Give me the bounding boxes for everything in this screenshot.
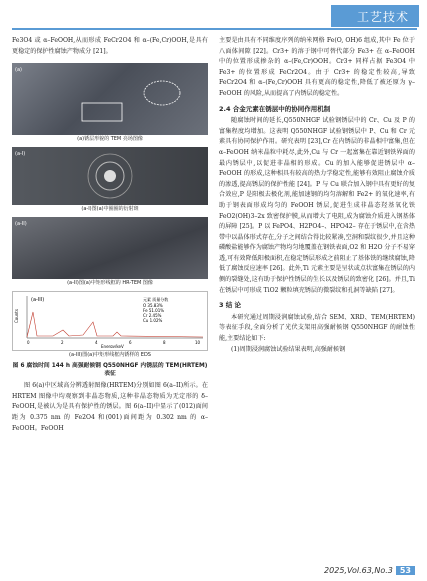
section-heading-2-4: 2.4 合金元素在锈层中的协同作用机制 [219,104,331,113]
fig-a2-caption: (a-II)图(a)中矩形线框的 HR-TEM 图像 [67,280,153,287]
fig-a-caption: (a)锈层形貌的 TEM 亮场图像 [77,136,143,143]
eds-x-tick: 10 [195,340,201,346]
figure-6 [12,63,208,378]
figure-title: 图 6 腐蚀时间 144 h 高强耐候钢 Q550NHGF 内锈层的 TEM(HRTEM)表征 [12,363,208,378]
header-bar [0,0,427,30]
eds-x-label: Energy/keV [101,344,124,349]
diffraction-rings [12,147,208,205]
page-number: 53 [396,566,415,575]
left-top-paragraph: Fe3O4 或 α–FeOOH,从而形成 FeCr2O4 和 α–(Fe,Cr)OOH,是具有更稳定的保护性腐蚀产物成分 [21]。 [12,37,208,55]
eds-row: Cr 2.45% [143,313,162,319]
left-bottom-paragraph: 图 6(a)中区域高分辨透射图像(HRTEM)分别如图 6(a–II)所示。在 HRTEM 图像中均观察到非晶态物质,这种非晶态物质为无定形的 δ–FeOOH,是被认为是具有保护性的锈层。图 6(a–II)中显示了(012)面间距为 0.375 nm 的 Fe2O4 和(001)面间距为 0.302 nm 的 α–FeOOH。FeOOH [12,382,208,432]
right-paragraph-4: (1)周期浸润腐蚀试验结果表明,高强耐候钢 [231,345,346,353]
journal-info: 2025,Vol.63,No.3 [324,566,393,575]
section-header-title: 工艺技术 [331,5,419,27]
tem-overlay [12,63,208,135]
eds-spectrum [12,291,208,351]
eds-x-tick: 4 [95,340,98,346]
eds-spectrum-line [27,312,203,337]
left-column [12,36,208,434]
section-heading-3: 3 结 论 [219,301,242,310]
right-paragraph-1: 主要是由具有不同维度序列的纳米网格 Fe(O, OH)6 组成,其中 Fe 位于八面体间隙 [22]。Cr3+ 的溶于钢中可替代部分 Fe3+ 在 α–FeOOH 中的位置形成掺杂的 α–(Fe,Cr)OOH。Cr3+ 同样占据 Fe3O4 中 Fe3+ 的位置形成 FeCr2O4。由于 Cr3+ 的稳定性较高,导致 FeCr2O4 和 α–(Fe,Cr)OOH 具有更高的稳定性,降低了被还原为 γ–FeOOH 的风险,从而提高了内锈层的稳定性。 [219,37,415,97]
fig-a1-caption: (a-I)图(a)中圈圈的衍射斑 [81,206,139,213]
image-label: (a-II) [15,221,27,228]
page-footer [324,566,415,575]
tem-bright-field-image [12,63,208,135]
fig-a3-caption: (a-III)图(a)中矩形线框内锈样的 EDS [69,352,151,359]
eds-y-label: Counts [14,309,19,324]
eds-chart [13,292,207,348]
eds-row: O 35.83% [143,303,163,309]
eds-x-tick: 0 [27,340,30,346]
image-label: (a-I) [15,151,26,158]
right-column [219,36,415,355]
eds-row: Cu 1.02% [143,318,163,324]
eds-table-header: 元素 质量分数 [143,297,169,303]
eds-row: Fe 51.01% [143,308,165,314]
eds-x-tick: 2 [61,340,64,346]
eds-x-tick: 8 [163,340,166,346]
right-paragraph-3: 本研究通过周期浸润腐蚀试验,结合 SEM、XRD、TEM(HRTEM)等表征手段,全面分析了光伏支架用高强耐候钢 Q550NHGF 的耐蚀性能,主要结论如下: [219,313,415,343]
diffraction-pattern-image [12,147,208,205]
image-label: (a) [15,67,22,74]
right-paragraph-2: 随腐蚀时间的延长,Q550NHGF 试验钢锈层中的 Cr、Cu 及 P 的富集程度均增加。这表明 Q550NHGF 试验钢锈层中 P、Cu 和 Cr 元素具有协同保护作用。研究表明 [23],Cr 在内锈层的非晶相中富集,但在 α–FeOOH 纳米晶粒中耗尽,此外,Cu 与 Cr 一起富集在靠近钢铁界面的最内锈层中,以促进非晶相的形成。Cu 的加入能够促进锈层中 α–FeOOH 的形成,这种相具有较高的热力学稳定性,能够有效阻止腐蚀介质的渗透,提高锈层的保护性能 [24]。P 与 Cu 联合加入钢中具有更好的复合效应,P 是阳极去极化剂,能加速钢的均匀溶解和 Fe2+ 的氧化速率,有助于钢表面形成均匀的 FeOOH 锈层,促进生成非晶态羟基氧化铁 FeO2(OH)3–2x 致密保护膜,从而增大了电阻,成为腐蚀介质进入钢基体的屏障 [25]。P 以 FePO4、H2PO4–、HPO42– 存在于锈层中,在含热带中以晶体形式存在,分子之间结合得比较紧凑,空洞和裂纹很少,并且这种磷酸盐能够作为腐蚀产物均匀地覆盖在钢铁表面,O2 和 H2O 分子不易穿透,可有效降低阳极面积,在稳定锈层形成之前阻止了基体铁的继续腐蚀,降低了腐蚀反应速率 [26]。此外,Ti 元素主要是呈状或点状富集在锈层的内侧的裂缝处,这有助于保护性锈层的生长以及锈层的致密化 [26]。并且,Ti 在锈层中可形成 TiO2 颗粒填充锈层的微裂纹和孔洞等缺陷 [27]。 [219,117,415,294]
eds-label: (a-III) [31,297,45,304]
eds-x-tick: 6 [129,340,132,346]
header-rule [12,28,417,30]
hrtem-image [12,217,208,279]
